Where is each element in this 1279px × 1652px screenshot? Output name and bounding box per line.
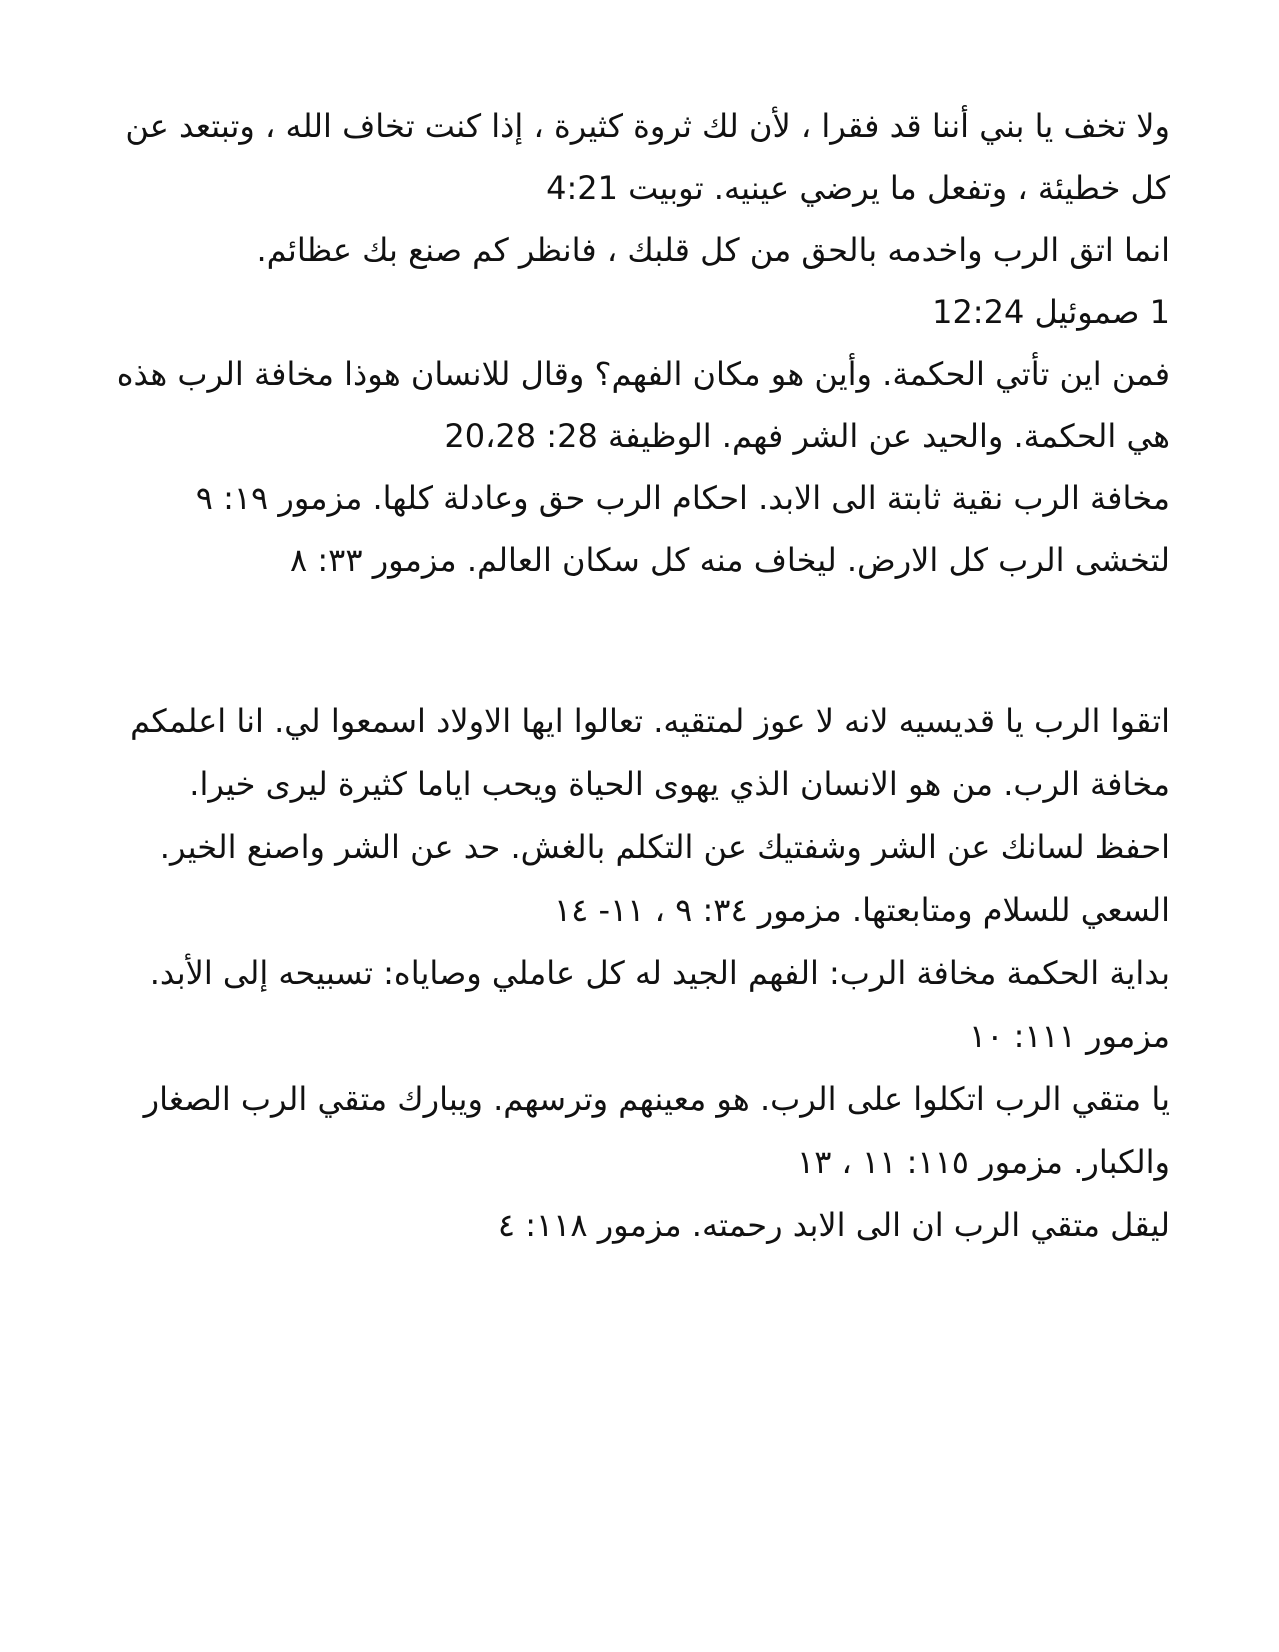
text-line: 1 صموئيل 12:24: [932, 293, 1170, 331]
text-line: هي الحكمة. والحيد عن الشر فهم. الوظيفة 28: 20،28: [444, 417, 1170, 455]
text-line: ليقل متقي الرب ان الى الابد رحمته. مزمور ١١٨: ٤: [497, 1206, 1170, 1244]
text-line: انما اتق الرب واخدمه بالحق من كل قلبك ، فانظر كم صنع بك عظائم.: [256, 231, 1170, 269]
text-line: ولا تخف يا بني أننا قد فقرا ، لأن لك ثروة كثيرة ، إذا كنت تخاف الله ، وتبتعد عن: [125, 107, 1170, 145]
text-line: مخافة الرب نقية ثابتة الى الابد. احكام الرب حق وعادلة كلها. مزمور ١٩: ٩: [195, 479, 1170, 517]
scripture-block-1: [95, 95, 1170, 591]
text-line: مخافة الرب. من هو الانسان الذي يهوى الحياة ويحب اياما كثيرة ليرى خيرا.: [189, 765, 1170, 803]
text-line: اتقوا الرب يا قديسيه لانه لا عوز لمتقيه. تعالوا ايها الاولاد اسمعوا لي. انا اعلمكم: [130, 702, 1170, 740]
text-line: احفظ لسانك عن الشر وشفتيك عن التكلم بالغش. حد عن الشر واصنع الخير.: [159, 828, 1170, 866]
text-line: مزمور ١١١: ١٠: [969, 1017, 1170, 1055]
text-line: والكبار. مزمور ١١٥: ١١ ، ١٣: [797, 1143, 1170, 1181]
text-line: السعي للسلام ومتابعتها. مزمور ٣٤: ٩ ، ١١- ١٤: [553, 891, 1170, 929]
text-line: فمن اين تأتي الحكمة. وأين هو مكان الفهم؟ وقال للانسان هوذا مخافة الرب هذه: [116, 355, 1170, 393]
scripture-block-2: [95, 690, 1170, 1257]
text-line: كل خطيئة ، وتفعل ما يرضي عينيه. توبيت 4:21: [546, 169, 1170, 207]
text-line: يا متقي الرب اتكلوا على الرب. هو معينهم وترسهم. ويبارك متقي الرب الصغار: [143, 1080, 1170, 1118]
text-line: بداية الحكمة مخافة الرب: الفهم الجيد له كل عاملي وصاياه: تسبيحه إلى الأبد.: [149, 954, 1170, 992]
text-line: لتخشى الرب كل الارض. ليخاف منه كل سكان العالم. مزمور ٣٣: ٨: [290, 541, 1170, 579]
